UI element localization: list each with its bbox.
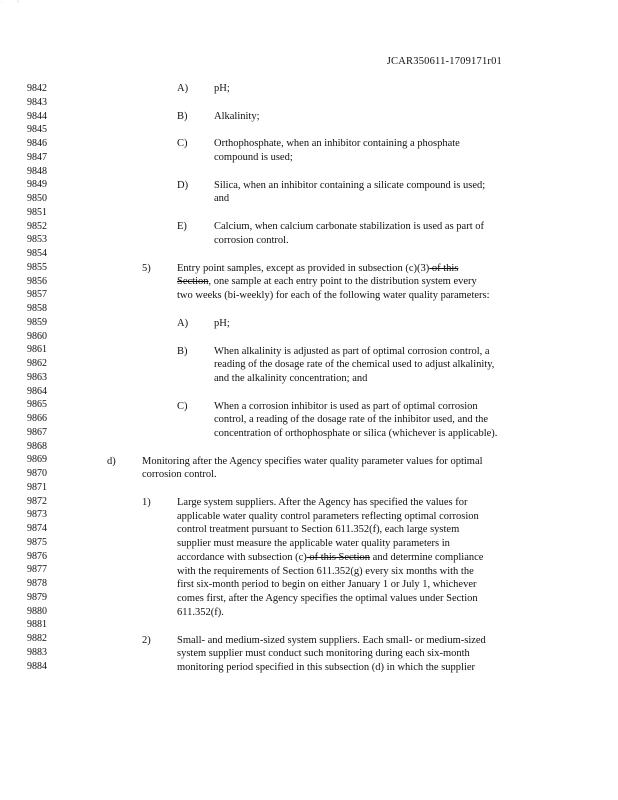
item-text: two weeks (bi-weekly) for each of the following water quality parameters:: [177, 290, 490, 301]
line-number: 9873: [27, 509, 47, 521]
item-text: first six-month period to begin on either January 1 or July 1, whichever: [177, 579, 477, 590]
item-text: Silica, when an inhibitor containing a silicate compound is used;: [214, 180, 486, 191]
item-text: supplier must measure the applicable water quality parameters in: [177, 538, 450, 549]
item-text: Entry point samples, except as provided in subsection (c)(3) of this: [177, 263, 459, 274]
line-number: 9855: [27, 261, 47, 273]
item-text: When a corrosion inhibitor is used as part of optimal corrosion: [214, 401, 478, 412]
item-text: 611.352(f).: [177, 607, 224, 618]
line-number: 9859: [27, 316, 47, 328]
document-id: JCAR350611-1709171r01: [386, 56, 502, 67]
line-number: 9858: [27, 303, 47, 314]
item-text: system supplier must conduct such monitoring during each six-month: [177, 648, 470, 659]
line-number: 9860: [27, 330, 47, 342]
item-label: 1): [142, 497, 151, 508]
item-text: pH;: [214, 83, 230, 94]
item-label: B): [177, 111, 188, 122]
line-number: 9857: [27, 289, 47, 301]
line-number: 9879: [27, 591, 47, 603]
item-label: E): [177, 221, 187, 232]
item-text: Section, one sample at each entry point to the distribution system every: [177, 276, 477, 287]
item-text: and: [214, 193, 230, 204]
line-number: 9865: [27, 399, 47, 411]
item-text: comes first, after the Agency specifies the optimal values under Section: [177, 593, 478, 604]
line-number: 9863: [27, 371, 47, 383]
line-number: 9881: [27, 619, 47, 631]
line-number: 9844: [27, 110, 47, 122]
line-number: 9880: [27, 605, 47, 617]
item-label: A): [177, 318, 189, 329]
deleted-text: of this: [429, 263, 459, 274]
line-number: 9842: [27, 83, 47, 94]
item-text: concentration of orthophosphate or silica (whichever is applicable).: [214, 428, 498, 439]
line-number: 9872: [27, 495, 47, 507]
line-number: 9850: [27, 193, 47, 204]
section-text: Monitoring after the Agency specifies water quality parameter values for optimal: [142, 456, 483, 467]
item-text: Alkalinity;: [214, 111, 260, 122]
line-number: 9845: [27, 124, 47, 136]
item-text: reading of the dosage rate of the chemical used to adjust alkalinity,: [214, 359, 495, 370]
line-number: 9870: [27, 468, 47, 479]
item-text: and the alkalinity concentration; and: [214, 373, 368, 384]
line-number: 9847: [27, 151, 47, 163]
item-text: Orthophosphate, when an inhibitor containing a phosphate: [214, 138, 460, 149]
item-label: A): [177, 83, 189, 94]
line-number: 9883: [27, 646, 47, 658]
section-label: d): [107, 456, 116, 467]
line-number: 9875: [27, 536, 47, 548]
scan-artifact: ˙ ˚: [0, 0, 20, 9]
line-number: 9874: [27, 523, 47, 534]
line-number: 9852: [27, 220, 47, 232]
item-label: 5): [142, 263, 151, 274]
deleted-text: of this Section: [306, 552, 371, 563]
item-label: B): [177, 346, 188, 357]
item-text: Small- and medium-sized system suppliers. Each small- or medium-sized: [177, 635, 486, 646]
item-text: control, a reading of the dosage rate of the inhibitor used, and the: [214, 414, 489, 425]
line-number: 9876: [27, 550, 47, 562]
line-number: 9853: [27, 234, 47, 246]
line-number: 9882: [27, 633, 47, 644]
section-text: corrosion control.: [142, 469, 217, 480]
item-text: compound is used;: [214, 152, 293, 163]
item-text: pH;: [214, 318, 230, 329]
item-text: Calcium, when calcium carbonate stabilization is used as part of: [214, 221, 484, 232]
item-text: corrosion control.: [214, 235, 289, 246]
item-label: C): [177, 138, 188, 149]
line-number: 9851: [27, 206, 47, 218]
item-text: Large system suppliers. After the Agency has specified the values for: [177, 497, 468, 508]
item-text: When alkalinity is adjusted as part of optimal corrosion control, a: [214, 346, 490, 357]
line-number: 9848: [27, 165, 47, 177]
item-label: C): [177, 401, 188, 412]
line-number: 9866: [27, 413, 47, 424]
line-number: 9843: [27, 96, 47, 108]
line-number: 9868: [27, 440, 47, 452]
line-number: 9867: [27, 426, 47, 438]
item-text: control treatment pursuant to Section 611.352(f), each large system: [177, 524, 460, 535]
item-label: 2): [142, 635, 151, 646]
line-number: 9871: [27, 481, 47, 493]
line-number: 9861: [27, 344, 47, 356]
line-number: 9878: [27, 578, 47, 589]
line-number: 9864: [27, 385, 47, 397]
line-number: 9869: [27, 454, 47, 466]
line-number: 9856: [27, 275, 47, 287]
item-label: D): [177, 180, 189, 191]
line-number: 9854: [27, 248, 47, 259]
line-number: 9846: [27, 138, 47, 149]
line-number: 9884: [27, 660, 47, 672]
item-text: with the requirements of Section 611.352(g) every six months with the: [177, 566, 474, 577]
deleted-text: Section: [177, 276, 209, 287]
line-number: 9877: [27, 564, 47, 576]
line-number: 9862: [27, 358, 47, 369]
item-text: applicable water quality control parameters reflecting optimal corrosion: [177, 511, 479, 522]
item-text: accordance with subsection (c) of this Section and determine compliance: [177, 552, 484, 563]
item-text: monitoring period specified in this subsection (d) in which the supplier: [177, 662, 476, 673]
line-number: 9849: [27, 179, 47, 191]
